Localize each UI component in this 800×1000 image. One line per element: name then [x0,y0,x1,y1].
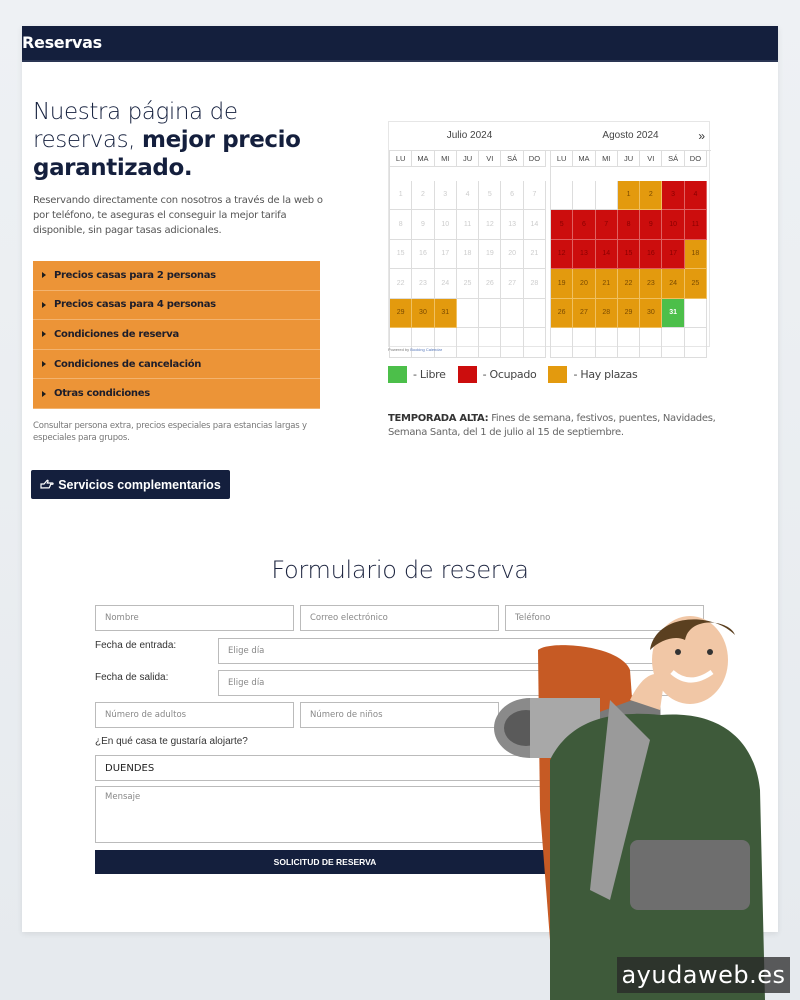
calendar-day[interactable]: 14 [524,210,546,240]
calendar-day[interactable]: 9 [412,210,434,240]
hero-intro: Reservando directamente con nosotros a través de la web o por teléfono, te aseguras el conseguir la mejor tarifa disponible, sin pagar tasas adicionales. [33,195,323,236]
calendar-day[interactable]: 15 [390,240,412,270]
calendar-day[interactable]: 17 [435,240,457,270]
legend-swatch-orange [548,366,567,383]
calendar-day[interactable]: 6 [501,181,523,211]
month-grid [550,150,711,358]
calendar-empty-cell [524,328,546,358]
calendar-day[interactable]: 18 [457,240,479,270]
accordion-item-cancellation[interactable] [33,350,320,380]
calendar-day[interactable]: 28 [596,299,618,329]
caret-right-icon [42,331,46,337]
calendar-day[interactable]: 23 [412,269,434,299]
legend-label: - Libre [413,368,446,381]
services-button[interactable] [31,470,230,499]
headline-light: Nuestra página de reservas, [33,99,238,153]
calendar-day[interactable]: 25 [457,269,479,299]
calendar-empty-cell [573,328,595,358]
calendar-month-august [550,122,711,358]
accordion-label: Condiciones de reserva [54,328,179,340]
calendar-legend [388,366,649,383]
weekday-header: VI [479,151,501,167]
calendar-empty-cell [501,299,523,329]
calendar-empty-cell [501,328,523,358]
calendar-day[interactable]: 26 [551,299,573,329]
weekday-header: JU [457,151,479,167]
calendar-day[interactable]: 19 [551,269,573,299]
calendar-empty-cell [551,181,573,211]
form-title: Formulario de reserva [271,556,529,584]
calendar-empty-cell [479,328,501,358]
calendar-day[interactable]: 8 [390,210,412,240]
calendar-month-july [389,122,550,358]
legend-swatch-red [458,366,477,383]
calendar-day[interactable]: 8 [618,210,640,240]
house-label: ¿En qué casa te gustaría alojarte? [95,736,248,747]
adults-input[interactable]: Número de adultos [95,702,294,728]
calendar-day[interactable]: 3 [435,181,457,211]
calendar-day[interactable]: 3 [662,181,684,211]
calendar-day[interactable]: 27 [501,269,523,299]
calendar-day[interactable]: 5 [551,210,573,240]
calendar-day[interactable]: 21 [524,240,546,270]
calendar-day[interactable]: 20 [573,269,595,299]
caret-right-icon [42,272,46,278]
house-select[interactable]: DUENDES [95,755,555,781]
calendar-empty-cell [412,328,434,358]
calendar-day[interactable]: 27 [573,299,595,329]
calendar-empty-cell [596,181,618,211]
calendar-day[interactable]: 31 [662,299,684,329]
calendar-day[interactable]: 16 [640,240,662,270]
calendar-day[interactable]: 24 [435,269,457,299]
calendar-day[interactable]: 24 [662,269,684,299]
calendar-empty-cell [596,328,618,358]
legend-occupied [458,366,537,383]
watermark: ayudaweb.es [617,957,790,993]
powered-prefix: Powered by [388,347,410,352]
checkout-input[interactable]: Elige día [218,670,688,696]
calendar-empty-cell [685,299,707,329]
month-grid [389,150,550,358]
legend-label: - Hay plazas [573,368,638,381]
high-season-note [388,412,738,440]
month-title: Agosto 2024 [602,130,659,141]
calendar-day[interactable]: 15 [618,240,640,270]
accordion-label: Condiciones de cancelación [54,358,202,370]
calendar-day[interactable]: 21 [596,269,618,299]
calendar-empty-cell [457,328,479,358]
weekday-header: DO [524,151,546,167]
accordion-label: Precios casas para 2 personas [54,269,216,281]
caret-right-icon [42,361,46,367]
calendar-day[interactable]: 4 [685,181,707,211]
calendar-day[interactable]: 28 [524,269,546,299]
calendar-day[interactable]: 29 [618,299,640,329]
calendar-empty-cell [640,328,662,358]
powered-by [388,347,442,352]
caret-right-icon [42,302,46,308]
calendar-day[interactable]: 31 [435,299,457,329]
weekday-header: DO [685,151,707,167]
calendar-day[interactable]: 20 [501,240,523,270]
page-title: Reservas [22,33,102,52]
calendar-day[interactable]: 1 [390,181,412,211]
calendar-day[interactable]: 10 [662,210,684,240]
legend-label: - Ocupado [482,368,537,381]
calendar-day[interactable]: 18 [685,240,707,270]
accordion-label: Precios casas para 4 personas [54,299,216,311]
calendar-empty-cell [618,328,640,358]
accordion-label: Otras condiciones [54,388,150,400]
calendar-day[interactable]: 25 [685,269,707,299]
calendar-empty-cell [551,328,573,358]
legend-available [548,366,637,383]
calendar-day[interactable]: 22 [618,269,640,299]
calendar-day[interactable]: 17 [662,240,684,270]
legend-swatch-green [388,366,407,383]
checkin-input[interactable]: Elige día [218,638,688,664]
month-title: Julio 2024 [446,130,493,141]
weekday-header: SÁ [501,151,523,167]
caret-right-icon [42,391,46,397]
checkout-label: Fecha de salida: [95,672,169,683]
calendar-day[interactable]: 7 [596,210,618,240]
calendar-day[interactable]: 2 [640,181,662,211]
calendar-day[interactable]: 6 [573,210,595,240]
calendar-empty-cell [390,328,412,358]
calendar-day[interactable]: 10 [435,210,457,240]
weekday-header: MA [573,151,595,167]
accordion-item-other[interactable] [33,379,320,409]
services-button-label: Servicios complementarios [58,477,221,492]
accordion-item-prices-4[interactable] [33,291,320,321]
header-bar [22,26,778,62]
headline-bold: mejor precio garantizado. [33,127,301,181]
season-text: Fines de semana, festivos, puentes, Navidades, Semana Santa, del 1 de julio al 15 de septiembre. [388,413,716,438]
weekday-header: SÁ [662,151,684,167]
calendar-day[interactable]: 23 [640,269,662,299]
checkin-label: Fecha de entrada: [95,640,177,651]
backpacker-image [490,610,800,1000]
email-input[interactable]: Correo electrónico [300,605,499,631]
phone-input[interactable]: Teléfono [505,605,704,631]
calendar-day[interactable]: 13 [573,240,595,270]
extra-note: Consultar persona extra, precios especiales para estancias largas y especiales para grupos. [33,421,307,443]
hero-headline [33,98,333,182]
calendar-day[interactable]: 14 [596,240,618,270]
weekday-header: VI [640,151,662,167]
hand-point-right-icon [40,479,54,491]
calendar-empty-cell [524,299,546,329]
weekday-header: MI [435,151,457,167]
calendar-empty-cell [573,181,595,211]
accordion-item-booking-conditions[interactable] [33,320,320,350]
calendar-day[interactable]: 4 [457,181,479,211]
next-month-button[interactable]: » [698,129,705,143]
weekday-header: MA [412,151,434,167]
calendar-day[interactable]: 22 [390,269,412,299]
calendar-day[interactable]: 26 [479,269,501,299]
legend-free [388,366,446,383]
conditions-accordion [33,261,320,409]
calendar-day[interactable]: 11 [457,210,479,240]
calendar-day[interactable]: 7 [524,181,546,211]
calendar-day[interactable]: 16 [412,240,434,270]
submit-booking-button[interactable]: SOLICITUD DE RESERVA [95,850,555,874]
calendar-empty-cell [435,328,457,358]
weekday-header: MI [596,151,618,167]
calendar-day[interactable]: 2 [412,181,434,211]
calendar-day[interactable]: 9 [640,210,662,240]
calendar-day[interactable]: 1 [618,181,640,211]
weekday-header: LU [551,151,573,167]
calendar-day[interactable]: 5 [479,181,501,211]
calendar-empty-cell [662,328,684,358]
children-input[interactable]: Número de niños [300,702,499,728]
calendar-empty-cell [685,328,707,358]
calendar-day[interactable]: 11 [685,210,707,240]
name-input[interactable]: Nombre [95,605,294,631]
season-label: TEMPORADA ALTA: [388,413,489,424]
powered-link[interactable]: Booking Calendar [410,347,443,352]
calendar-empty-cell [457,299,479,329]
calendar-day[interactable]: 30 [640,299,662,329]
weekday-header: JU [618,151,640,167]
booking-calendar [388,121,710,347]
calendar-day[interactable]: 29 [390,299,412,329]
calendar-day[interactable]: 12 [479,210,501,240]
calendar-day[interactable]: 30 [412,299,434,329]
calendar-day[interactable]: 12 [551,240,573,270]
weekday-header: LU [390,151,412,167]
message-textarea[interactable]: Mensaje [95,786,555,843]
calendar-day[interactable]: 19 [479,240,501,270]
calendar-empty-cell [479,299,501,329]
accordion-item-prices-2[interactable] [33,261,320,291]
calendar-day[interactable]: 13 [501,210,523,240]
